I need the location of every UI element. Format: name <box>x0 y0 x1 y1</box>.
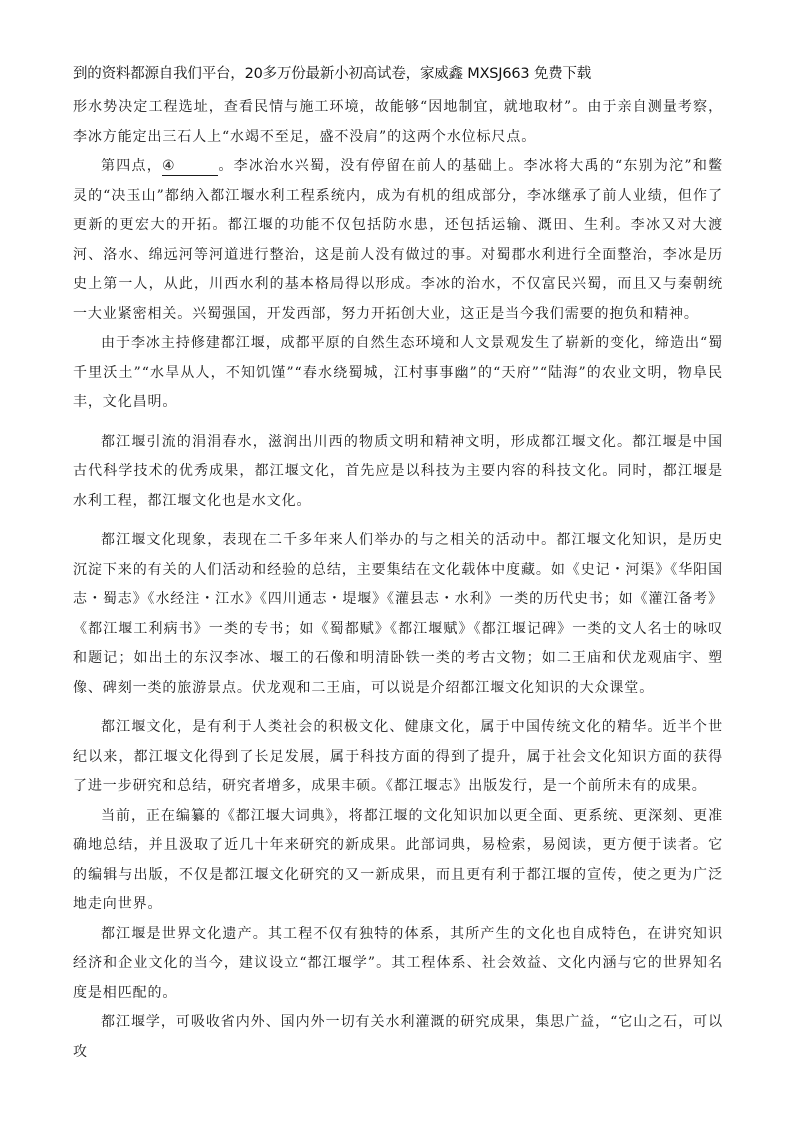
paragraph-dujiangyan-studies: 都江堰学，可吸收省内外、国内外一切有关水利灌溉的研究成果，集思广益，“它山之石，可以攻 <box>73 1014 723 1060</box>
paragraph-culture-origin: 都江堰引流的涓涓春水，滋润出川西的物质文明和精神文明，形成都江堰文化。都江堰是中国古代科学技术的优秀成果，都江堰文化，首先应是以科技为主要内容的科技文化。同时，都江堰是水利工程，都江堰文化也是水文化。 <box>73 433 723 509</box>
paragraph-culture-development: 都江堰文化，是有利于人类社会的积极文化、健康文化，属于中国传统文化的精华。近半个世纪以来，都江堰文化得到了长足发展，属于科技方面的得到了提升，属于社会文化知识方面的获得了进一步研究和总结，研究者增多，成果丰硕。《都江堰志》出版发行，是一个前所未有的成果。 <box>73 719 723 794</box>
paragraph-text: 。李冰治水兴蜀，没有停留在前人的基础上。李冰将大禹的“东别为沱”和鳖灵的“决玉山”都纳入都江堰水利工程系统内，成为有机的组成部分，李冰继承了前人业绩，但作了更新的更宏大的开拓。都江堰的功能不仅包括防水患，还包括运输、溉田、生利。李冰又对大渡河、洛水、绵远河等河道进行整治，这是前人没有做过的事。对蜀郡水利进行全面整治，李冰是历史上第一人，从此，川西水利的基本格局得以形成。李冰的治水，不仅富民兴蜀，而且又与秦朝统一大业紧密相关。兴蜀强国，开发西部，努力开拓创大业，这正是当今我们需要的抱负和精神。 <box>73 158 723 322</box>
paragraph-world-heritage: 都江堰是世界文化遗产。其工程不仅有独特的体系，其所产生的文化也自成特色，在讲究知识经济和企业文化的当今，建议设立“都江堰学”。其工程体系、社会效益、文化内涵与它的世界知名度是相匹配的。 <box>73 925 723 1001</box>
paragraph-tianfu: 由于李冰主持修建都江堰，成都平原的自然生态环境和人文景观发生了崭新的变化，缔造出“蜀千里沃土”“水旱从人，不知饥馑”“春水绕蜀城，江村事事幽”的“天府”“陆海”的农业文明，物阜民丰，文化昌明。 <box>73 335 723 410</box>
page-header-banner: 到的资料都源自我们平台，20多万份最新小初高试卷，家威鑫 MXSJ663 免费下载 <box>73 66 592 82</box>
paragraph-prefix: 第四点， <box>101 158 163 174</box>
paragraph-dictionary: 当前，正在编纂的《都江堰大词典》，将都江堰的文化知识加以更全面、更系统、更深刻、更准确地总结，并且汲取了近几十年来研究的新成果。此部词典，易检索，易阅读，更方便于读者。它的编辑与出版，不仅是都江堰文化研究的又一新成果，而且更有利于都江堰的宣传，使之更为广泛地走向世界。 <box>73 807 723 912</box>
paragraph-culture-phenomenon: 都江堰文化现象，表现在二千多年来人们举办的与之相关的活动中。都江堰文化知识，是历史沉淀下来的有关的人们活动和经验的总结，主要集结在文化载体中度藏。如《史记・河渠》《华阳国志・蜀志》《水经注・江水》《四川通志・堤堰》《灌县志・水利》一类的历代史书；如《灌江备考》《都江堰工利病书》一类的专书；如《蜀都赋》《都江堰赋》《都江堰记碑》一类的文人名士的咏叹和题记；如出土的东汉李冰、堰工的石像和明清卧铁一类的考古文物；如二王庙和伏龙观庙宇、塑像、碑刻一类的旅游景点。伏龙观和二王庙，可以说是介绍都江堰文化知识的大众课堂。 <box>73 532 723 696</box>
fill-in-blank: ④ <box>162 157 218 176</box>
article-body <box>73 93 723 1067</box>
paragraph-continuation: 形水势决定工程选址，查看民情与施工环境，故能够“因地制宜，就地取材”。由于亲自测量考察，李冰方能定出三石人上“水竭不至足，盛不没肩”的这两个水位标尺点。 <box>73 99 723 145</box>
paragraph-point-four <box>73 152 723 329</box>
